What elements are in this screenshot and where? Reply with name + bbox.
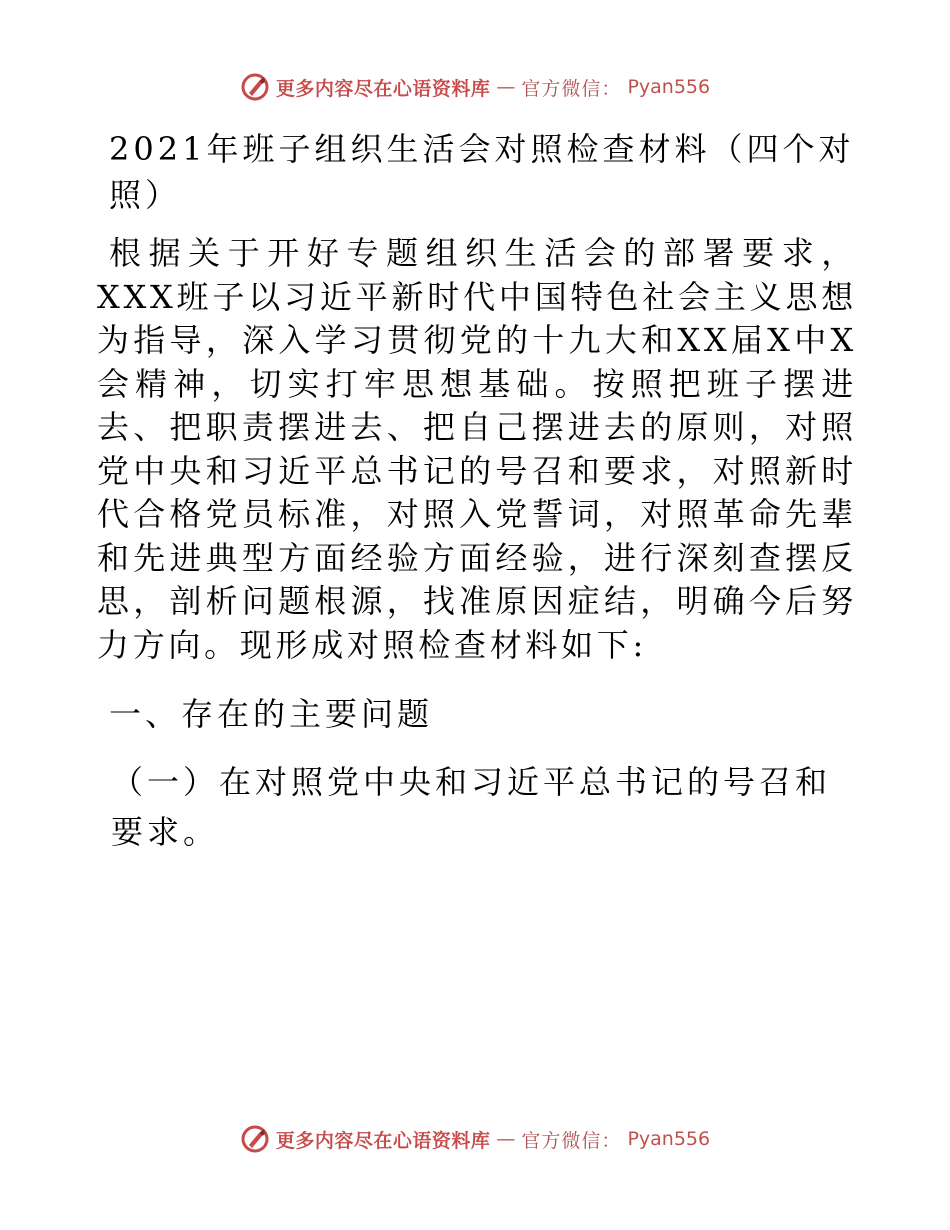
pen-nib-circle-icon: [240, 1124, 270, 1154]
watermark-sub-text: 官方微信：: [521, 1129, 622, 1152]
section-heading: 一、存在的主要问题: [109, 695, 434, 733]
watermark-main-text: 更多内容尽在心语资料库: [275, 1129, 491, 1152]
document-title: 2021年班子组织生活会对照检查材料（四个对照）: [109, 130, 855, 214]
pen-nib-circle-icon: [240, 72, 270, 102]
watermark-sub-text: 官方微信：: [521, 77, 622, 100]
watermark-wechat-id: Pyan556: [627, 1128, 711, 1150]
watermark-wechat-id: Pyan556: [627, 76, 711, 98]
watermark-main-text: 更多内容尽在心语资料库: [275, 77, 491, 100]
watermark-header: [0, 72, 950, 102]
watermark-separator: —: [496, 76, 516, 98]
watermark-separator: —: [496, 1128, 516, 1150]
document-body: [97, 126, 857, 857]
watermark-footer: [0, 1124, 950, 1154]
subsection-heading: （一）在对照党中央和习近平总书记的号召和要求。: [111, 763, 832, 851]
intro-paragraph: 根据关于开好专题组织生活会的部署要求，XXX班子以习近平新时代中国特色社会主义思想为指导，深入学习贯彻党的十九大和XX届X中X会精神，切实打牢思想基础。按照把班子摆进去、把职责摆进去、把自己摆进去的原则，对照党中央和习近平总书记的号召和要求，对照新时代合格党员标准，对照入党誓词，对照革命先辈和先进典型方面经验方面经验，进行深刻查摆反思，剖析问题根源，找准原因症结，明确今后努力方向。现形成对照检查材料如下:: [97, 234, 857, 664]
